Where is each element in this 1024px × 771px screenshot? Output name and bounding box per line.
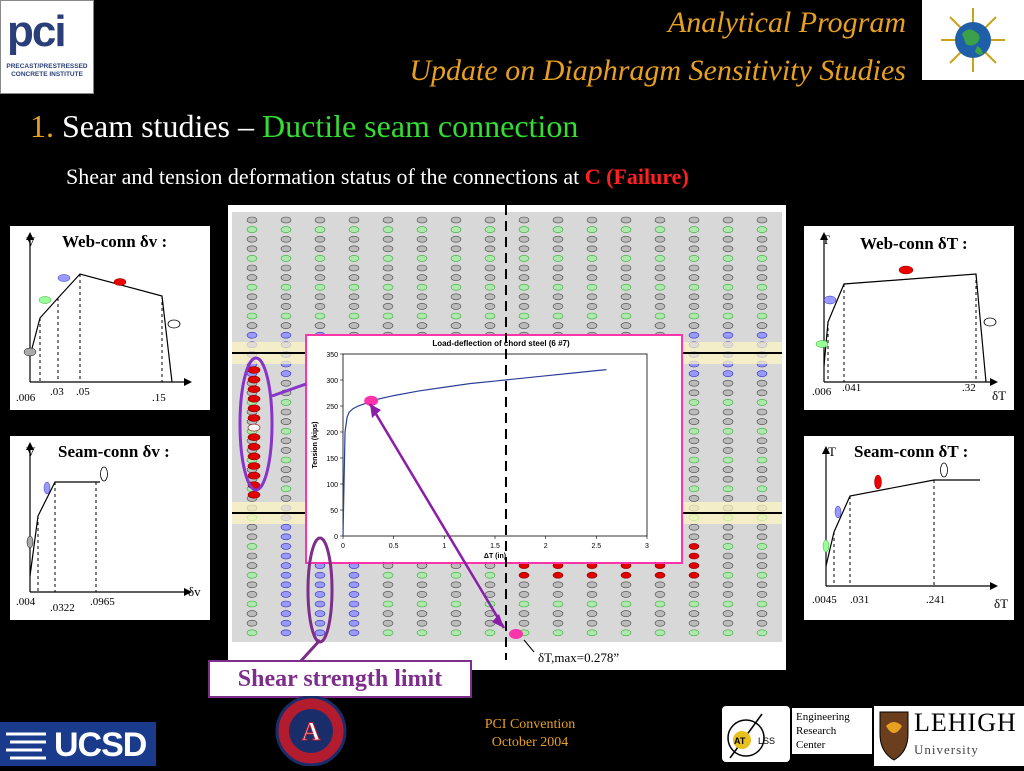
atlss-logo-icon	[722, 706, 790, 762]
seam-tension-title: Seam-conn δT :	[854, 442, 969, 461]
y-tick-label: 0	[334, 534, 338, 541]
lehigh-shield-icon	[876, 708, 912, 764]
chart-xlabel: ΔT (in)	[483, 553, 507, 560]
seam-shear-tick-1: .004	[16, 596, 36, 608]
ucsd-logo-text: UCSD	[54, 726, 147, 764]
footer-date: October 2004	[491, 735, 569, 750]
y-tick-label: 200	[326, 430, 338, 437]
delta-t-max-label: δT,max=0.278”	[538, 650, 620, 665]
shear-oval-upper	[240, 358, 272, 490]
section-text: Seam studies –	[62, 108, 262, 144]
shear-oval-lower	[308, 538, 332, 642]
web-shear-axis-label: V	[26, 234, 36, 249]
y-tick-label: 300	[326, 378, 338, 385]
slide-title-line1: Analytical Program	[667, 6, 906, 39]
seam-shear-title: Seam-conn δv :	[58, 442, 170, 461]
x-tick-label: 1	[442, 543, 447, 550]
web-tension-tick-3: .32	[962, 382, 976, 394]
seam-tension-xaxis-label: δT	[994, 596, 1009, 611]
web-tension-tick-1: .006	[812, 386, 832, 398]
web-shear-tick-4: .15	[152, 392, 166, 404]
marker-arrow-head-top	[370, 404, 381, 418]
chart-ylabel: Tension (kips)	[312, 421, 319, 469]
ucsd-logo	[0, 722, 156, 766]
section-highlight: Ductile seam connection	[261, 108, 579, 144]
y-tick-label: 250	[326, 404, 338, 411]
web-tension-tick-2: .041	[842, 382, 862, 394]
x-tick-label: 0.5	[388, 543, 399, 550]
chart-title: Load-deflection of chord steel (6 #7)	[432, 339, 570, 348]
seam-shear-xaxis-label: δv	[188, 584, 201, 599]
seam-tension-axis-label: T	[828, 444, 836, 459]
shear-oval-pointer	[272, 384, 306, 396]
x-tick-label: 1.5	[490, 543, 500, 550]
y-tick-label: 50	[330, 508, 338, 515]
ucsd-logo-icon	[0, 722, 52, 766]
seam-tension-tick-3: .241	[926, 594, 946, 606]
lehigh-logo	[874, 706, 1024, 766]
subtitle-highlight: C (Failure)	[584, 164, 689, 189]
seam-shear-tick-2: .0322	[50, 602, 75, 614]
y-tick-label: 150	[326, 456, 338, 463]
erc-line3: Center	[796, 739, 826, 751]
pci-logo-subtext: PRECAST/PRESTRESSED CONCRETE INSTITUTE	[6, 63, 88, 78]
web-shear-title: Web-conn δv :	[62, 232, 168, 251]
atlss-logo	[722, 706, 790, 762]
failure-marker	[509, 629, 523, 639]
x-tick-label: 2.5	[591, 543, 602, 550]
erc-label	[792, 708, 872, 754]
x-tick-label: 2	[543, 543, 548, 550]
delta-leader	[524, 640, 534, 652]
svg-text:LSS: LSS	[758, 736, 776, 746]
arizona-seal	[274, 696, 348, 766]
footer-convention: PCI Convention	[484, 717, 576, 732]
footer-center	[440, 716, 620, 752]
lehigh-text: LEHIGH	[914, 708, 1017, 737]
y-tick-label: 100	[326, 482, 338, 489]
slide-title-line2: Update on Diaphragm Sensitivity Studies	[409, 54, 906, 87]
web-shear-tick-1: .006	[16, 392, 36, 404]
shear-limit-pointer	[300, 640, 320, 662]
y-tick-label: 350	[326, 352, 338, 359]
x-tick-label: 3	[645, 543, 649, 550]
marker-arrow	[370, 404, 507, 628]
seam-shear-tick-3: .0965	[90, 596, 115, 608]
web-tension-xaxis-label: δT	[992, 388, 1007, 403]
web-shear-tick-2: .03	[50, 386, 64, 398]
shear-limit-label: Shear strength limit	[237, 666, 443, 692]
seam-tension-tick-1: .0045	[812, 594, 837, 606]
subtitle-text: Shear and tension deformation status of the connections at	[66, 164, 585, 189]
marker-arrow-head-bottom	[492, 614, 504, 628]
web-shear-tick-3: .05	[76, 386, 90, 398]
shear-limit-box	[208, 660, 472, 698]
web-tension-axis-label: T	[822, 232, 830, 247]
lehigh-university: University	[914, 742, 979, 757]
svg-text:AT: AT	[734, 736, 746, 746]
seam-shear-axis-label: V	[26, 444, 36, 459]
svg-text:A: A	[301, 717, 321, 746]
pci-logo-text: pci	[7, 7, 65, 56]
section-number: 1.	[30, 108, 54, 144]
web-tension-title: Web-conn δT :	[860, 234, 968, 253]
seam-tension-tick-2: .031	[850, 594, 870, 606]
x-tick-label: 0	[341, 543, 345, 550]
erc-line1: Engineering	[796, 711, 850, 723]
erc-line2: Research	[796, 725, 837, 737]
